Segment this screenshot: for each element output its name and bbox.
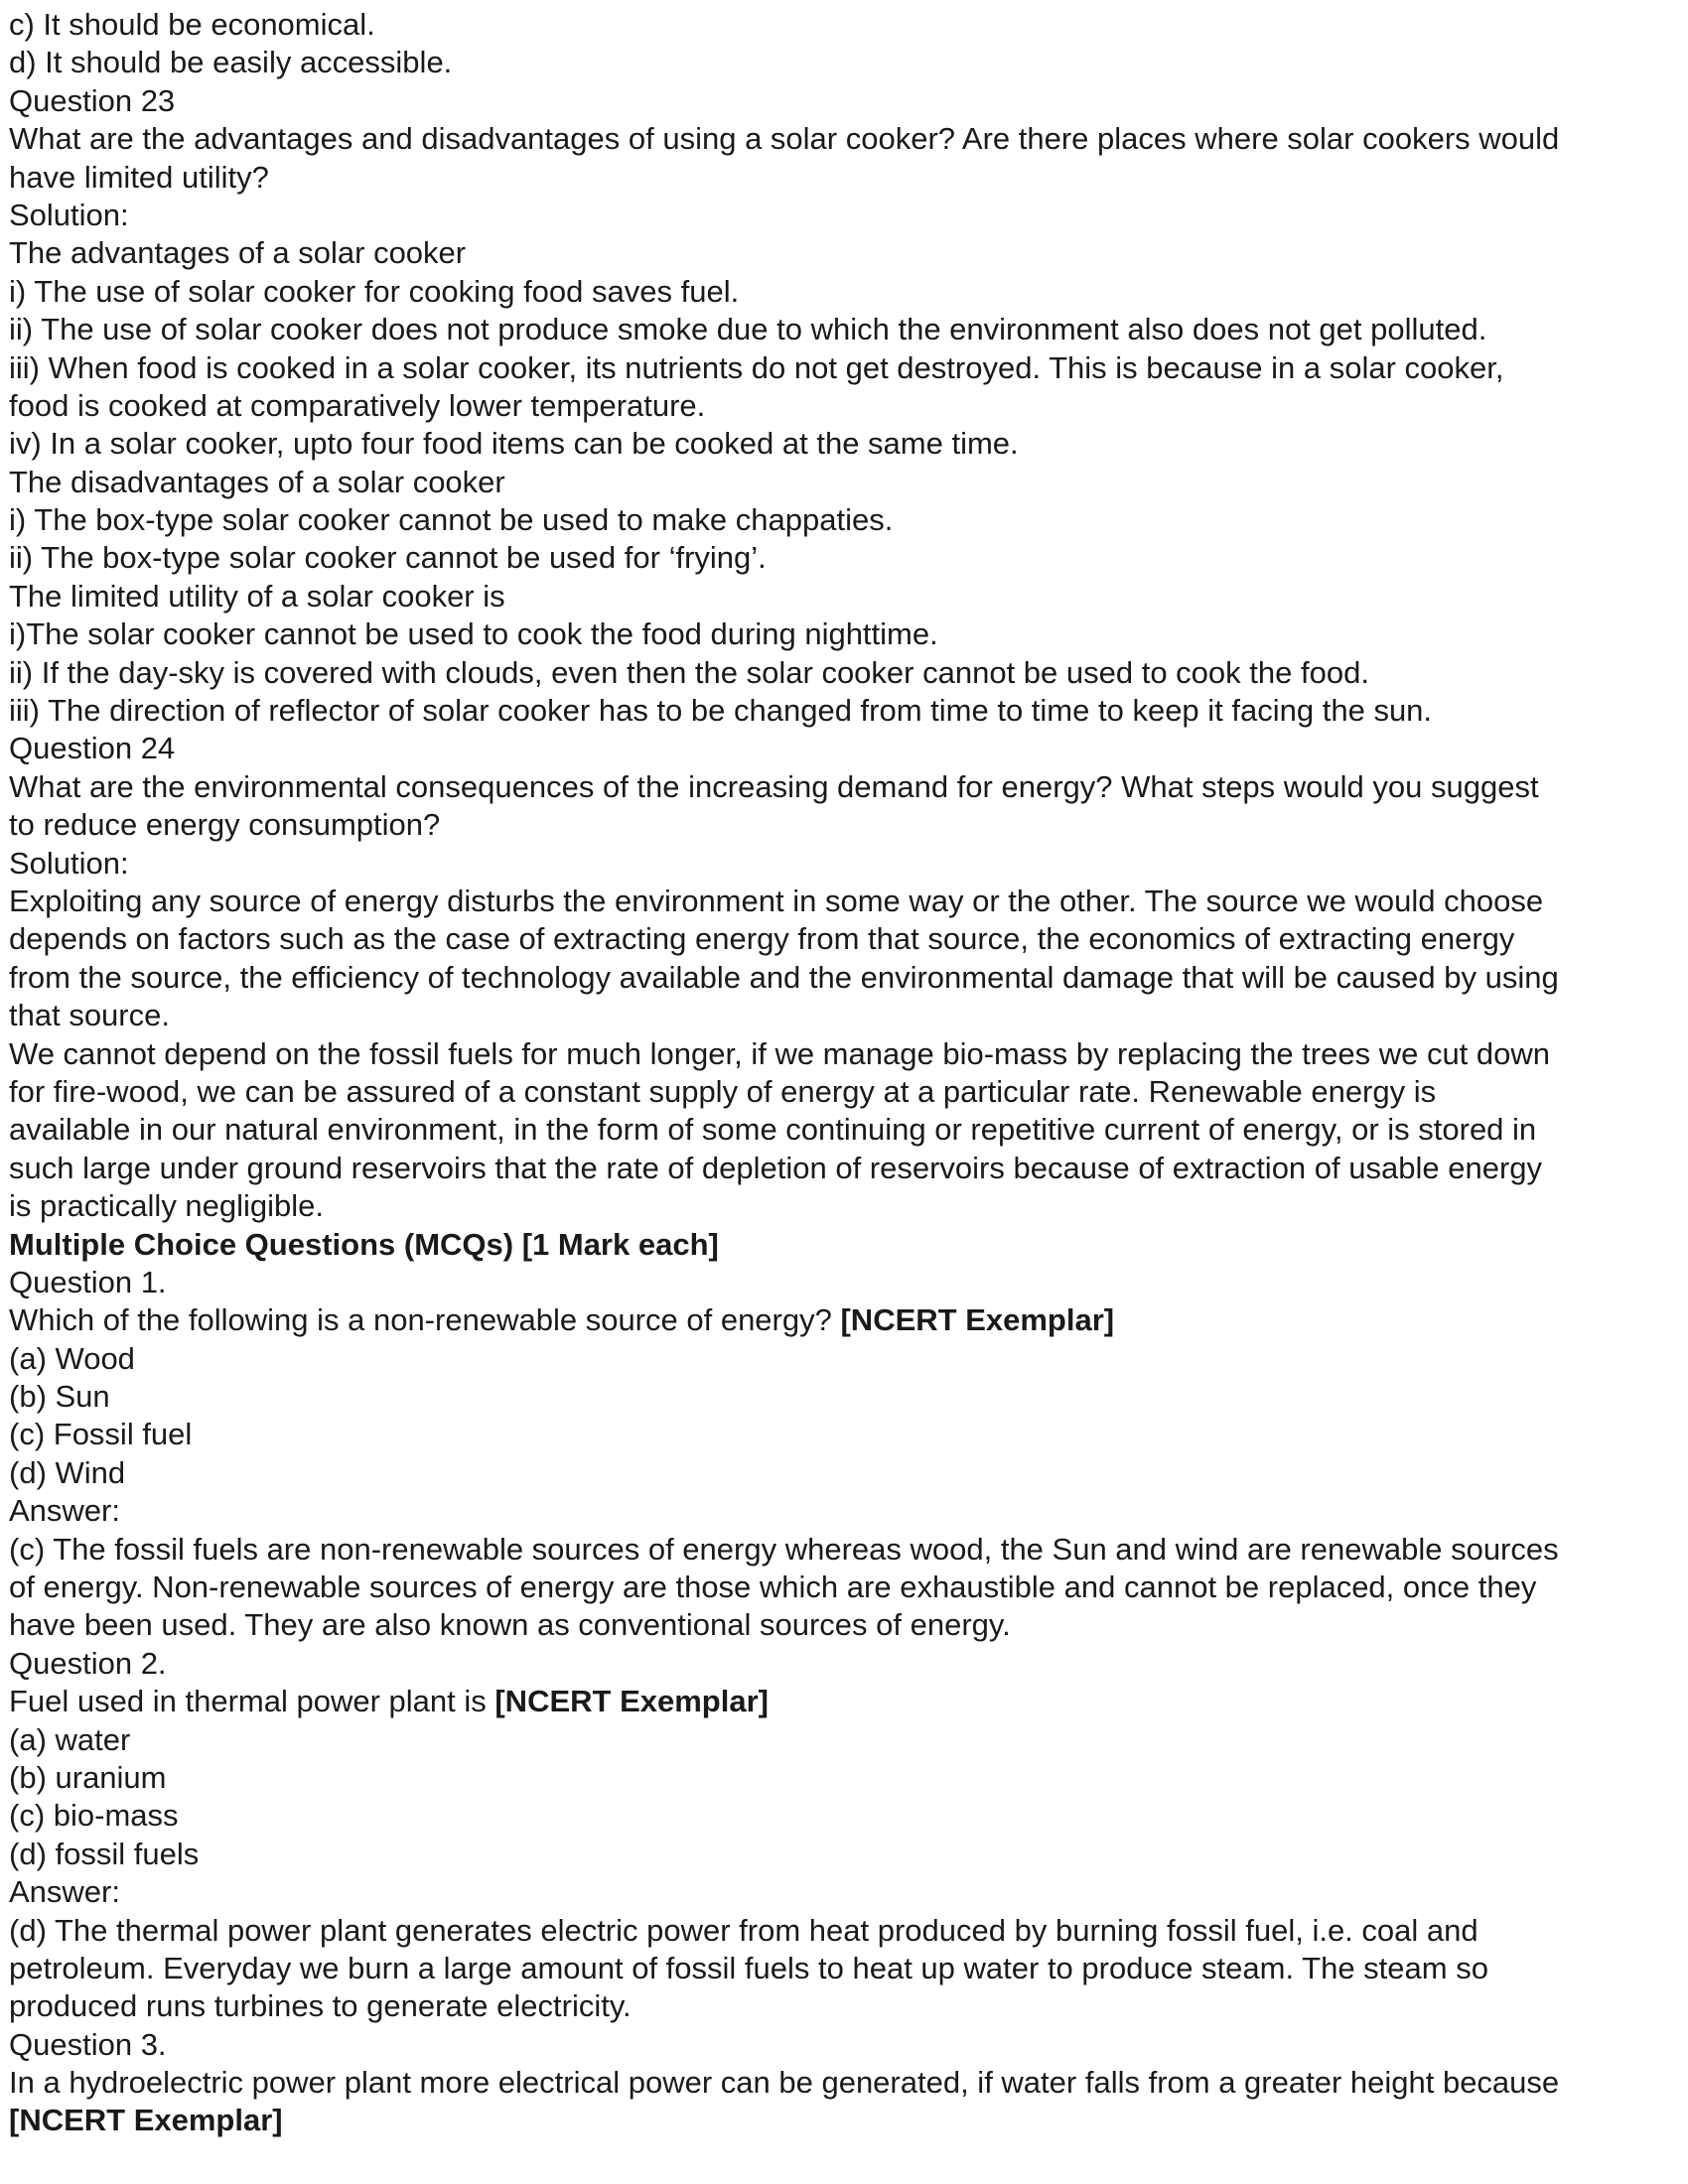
- solution-label: Solution:: [9, 845, 129, 881]
- question-text: to reduce energy consumption?: [9, 807, 441, 843]
- text-line: from the source, the efficiency of technology available and the environmental damage that will be caused by using: [9, 959, 1559, 995]
- text-line: for fire-wood, we can be assured of a constant supply of energy at a particular rate. Renewable energy is: [9, 1073, 1437, 1109]
- text-line: Exploiting any source of energy disturbs the environment in some way or the other. The source we would choose: [9, 883, 1544, 918]
- option-item: (a) water: [9, 1721, 131, 1757]
- text-line: iii) The direction of reflector of solar cooker has to be changed from time to time to keep it facing the sun.: [9, 693, 1433, 729]
- text-line: iv) In a solar cooker, upto four food items can be cooked at the same time.: [9, 426, 1019, 462]
- option-item: (a) Wood: [9, 1340, 135, 1376]
- text-line: is practically negligible.: [9, 1188, 325, 1224]
- exemplar-tag: [NCERT Exemplar]: [9, 2103, 283, 2138]
- option-item: (d) fossil fuels: [9, 1836, 200, 1871]
- option-item: (b) uranium: [9, 1759, 167, 1795]
- text-line: The disadvantages of a solar cooker: [9, 464, 505, 499]
- text-line: food is cooked at comparatively lower temperature.: [9, 387, 706, 423]
- answer-label: Answer:: [9, 1493, 120, 1529]
- exemplar-tag: [NCERT Exemplar]: [840, 1302, 1115, 1338]
- question-text-part: Fuel used in thermal power plant is: [9, 1684, 495, 1719]
- question-heading: Question 24: [9, 731, 176, 766]
- text-line: i) The box-type solar cooker cannot be used to make chappaties.: [9, 502, 894, 538]
- text-line: ii) If the day-sky is covered with clouds, even then the solar cooker cannot be used to cook the food.: [9, 654, 1369, 690]
- question-text: In a hydroelectric power plant more electrical power can be generated, if water falls from a greater height because: [9, 2065, 1560, 2101]
- text-line: (c) The fossil fuels are non-renewable sources of energy whereas wood, the Sun and wind are renewable sources: [9, 1531, 1559, 1567]
- text-line: i)The solar cooker cannot be used to cook the food during nighttime.: [9, 616, 938, 652]
- question-text-part: Which of the following is a non-renewable source of energy?: [9, 1302, 841, 1338]
- text-line: have been used. They are also known as conventional sources of energy.: [9, 1607, 1011, 1643]
- text-line: that source.: [9, 998, 170, 1033]
- option-item: (c) bio-mass: [9, 1798, 179, 1834]
- text-line: (d) The thermal power plant generates electric power from heat produced by burning fossil fuel, i.e. coal and: [9, 1912, 1478, 1948]
- exemplar-tag: [NCERT Exemplar]: [494, 1684, 769, 1719]
- text-line: ii) The use of solar cooker does not produce smoke due to which the environment also does not get polluted.: [9, 312, 1487, 347]
- section-heading: Multiple Choice Questions (MCQs) [1 Mark each]: [9, 1226, 719, 1262]
- question-text: [9, 1301, 1683, 1339]
- question-heading: Question 3.: [9, 2026, 167, 2062]
- text-line: available in our natural environment, in the form of some continuing or repetitive current of energy, or is stored in: [9, 1112, 1537, 1148]
- text-line: We cannot depend on the fossil fuels for much longer, if we manage bio-mass by replacing the trees we cut down: [9, 1035, 1551, 1071]
- question-text: [9, 1683, 1683, 1720]
- text-line: The limited utility of a solar cooker is: [9, 578, 505, 614]
- option-item: (d) Wind: [9, 1454, 126, 1490]
- option-item: (b) Sun: [9, 1379, 110, 1415]
- text-line: depends on factors such as the case of extracting energy from that source, the economics of extracting energy: [9, 921, 1515, 957]
- question-heading: Question 2.: [9, 1645, 167, 1681]
- solution-label: Solution:: [9, 197, 129, 232]
- question-text: What are the advantages and disadvantages of using a solar cooker? Are there places where solar cookers would: [9, 121, 1560, 157]
- question-text: What are the environmental consequences of the increasing demand for energy? What steps would you suggest: [9, 768, 1539, 804]
- question-heading: Question 23: [9, 82, 176, 118]
- text-line: of energy. Non-renewable sources of energy are those which are exhaustible and cannot be replaced, once they: [9, 1570, 1537, 1605]
- document-page: [9, 6, 1683, 2140]
- text-line: ii) The box-type solar cooker cannot be used for ‘frying’.: [9, 540, 767, 576]
- text-line: i) The use of solar cooker for cooking food saves fuel.: [9, 273, 740, 309]
- text-line: d) It should be easily accessible.: [9, 45, 453, 80]
- question-text: have limited utility?: [9, 159, 269, 195]
- text-line: such large under ground reservoirs that the rate of depletion of reservoirs because of extraction of usable energy: [9, 1150, 1543, 1185]
- text-line: c) It should be economical.: [9, 7, 375, 42]
- option-item: (c) Fossil fuel: [9, 1417, 193, 1452]
- question-heading: Question 1.: [9, 1264, 167, 1299]
- text-line: iii) When food is cooked in a solar cooker, its nutrients do not get destroyed. This is because in a solar cooker,: [9, 349, 1504, 385]
- text-line: petroleum. Everyday we burn a large amount of fossil fuels to heat up water to produce steam. The steam so: [9, 1950, 1488, 1985]
- answer-label: Answer:: [9, 1874, 120, 1910]
- text-line: The advantages of a solar cooker: [9, 235, 467, 271]
- text-line: produced runs turbines to generate electricity.: [9, 1988, 632, 2024]
